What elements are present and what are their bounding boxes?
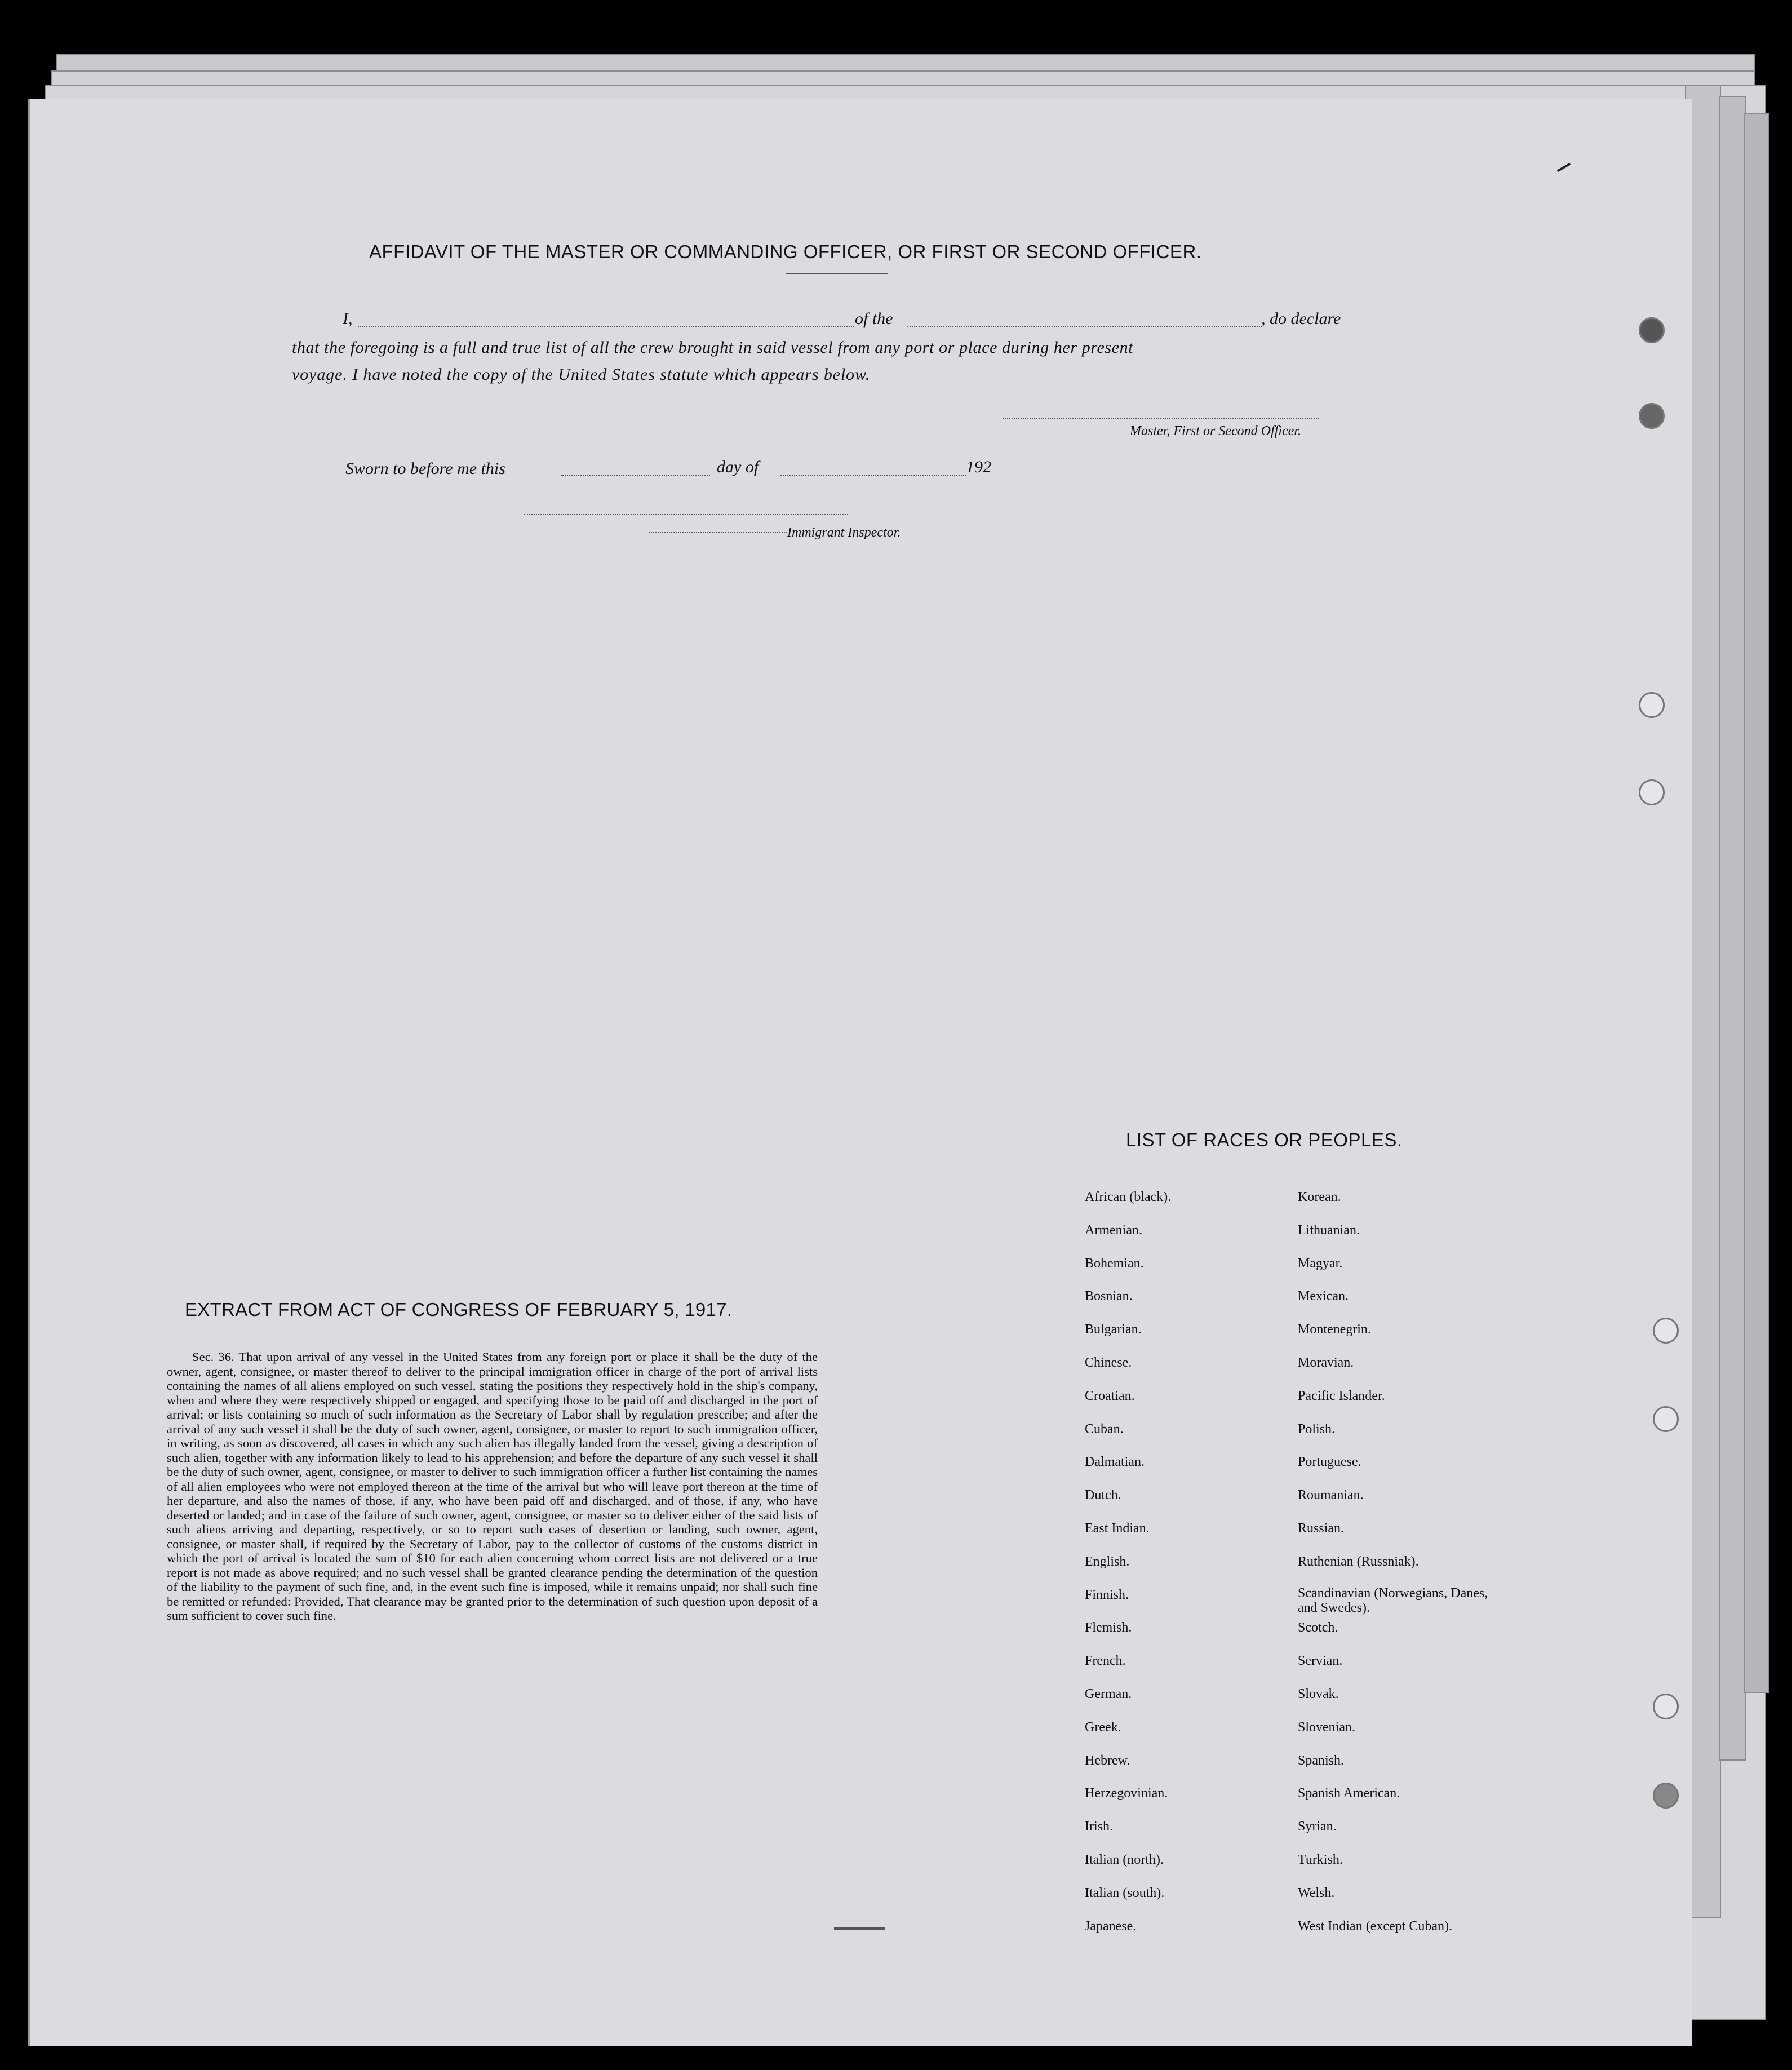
race-item: Moravian. bbox=[1298, 1355, 1354, 1370]
race-item: Turkish. bbox=[1298, 1852, 1343, 1867]
scan-mark bbox=[834, 1927, 885, 1930]
punch-hole-icon bbox=[1653, 1694, 1679, 1719]
year-label: 192 bbox=[966, 458, 991, 476]
affidavit-of-the: of the bbox=[855, 309, 893, 328]
punch-hole-icon bbox=[1653, 1783, 1679, 1809]
race-item: West Indian (except Cuban). bbox=[1298, 1918, 1452, 1934]
day-of-label: day of bbox=[717, 458, 759, 476]
race-item: Croatian. bbox=[1085, 1388, 1135, 1403]
race-item: Russian. bbox=[1298, 1521, 1345, 1536]
race-item: Dalmatian. bbox=[1085, 1455, 1145, 1470]
race-item: Polish. bbox=[1298, 1421, 1336, 1437]
punch-hole-icon bbox=[1653, 1318, 1679, 1344]
inspector-label-text: Immigrant Inspector. bbox=[787, 525, 901, 540]
race-item: Pacific Islander. bbox=[1298, 1388, 1385, 1403]
race-item: Dutch. bbox=[1085, 1488, 1121, 1503]
race-item: African (black). bbox=[1085, 1190, 1172, 1204]
races-left-column bbox=[1085, 1188, 1171, 1950]
affidavit-line-3: voyage. I have noted the copy of the United States statute which appears below. bbox=[292, 365, 871, 384]
race-item: Irish. bbox=[1085, 1819, 1113, 1834]
race-item: Armenian. bbox=[1085, 1222, 1142, 1238]
race-item: Hebrew. bbox=[1085, 1753, 1130, 1768]
race-item: Syrian. bbox=[1298, 1819, 1337, 1834]
race-item: Bohemian. bbox=[1085, 1256, 1144, 1271]
punch-hole-icon bbox=[1639, 692, 1665, 718]
affidavit-title: AFFIDAVIT OF THE MASTER OR COMMANDING OFFICER, OR FIRST OR SECOND OFFICER. bbox=[369, 241, 1202, 262]
race-item: Lithuanian. bbox=[1298, 1222, 1360, 1238]
name-field[interactable] bbox=[358, 326, 854, 327]
race-item: Slovenian. bbox=[1298, 1719, 1355, 1735]
race-item: German. bbox=[1085, 1686, 1132, 1701]
punch-hole-icon bbox=[1639, 779, 1665, 805]
race-item: Spanish American. bbox=[1298, 1786, 1400, 1801]
sworn-month-field[interactable] bbox=[780, 475, 966, 476]
page-edge-right bbox=[1744, 113, 1769, 1693]
race-item: Spanish. bbox=[1298, 1753, 1345, 1768]
race-item: Italian (south). bbox=[1085, 1885, 1165, 1900]
bleed-through bbox=[199, 183, 205, 225]
race-item: French. bbox=[1085, 1654, 1126, 1669]
race-item: Mexican. bbox=[1298, 1289, 1349, 1304]
race-item: Portuguese. bbox=[1298, 1455, 1361, 1470]
races-right-column bbox=[1298, 1188, 1501, 1950]
inspector-signature-field[interactable] bbox=[524, 514, 848, 515]
punch-hole-icon bbox=[1639, 403, 1665, 429]
sworn-day-field[interactable] bbox=[561, 475, 710, 476]
page-edge-right bbox=[1719, 96, 1746, 1761]
race-item: Welsh. bbox=[1298, 1885, 1335, 1900]
race-item: Magyar. bbox=[1298, 1256, 1343, 1271]
punch-hole-icon bbox=[1639, 317, 1665, 343]
race-item: Montenegrin. bbox=[1298, 1322, 1371, 1337]
extract-body: Sec. 36. That upon arrival of any vessel in the United States from any foreign port or place it shall be the duty of the owner, agent, consignee, or master thereof to deliver to the principal immigration officer in charge of the port of arrival lists containing the names of all aliens employed on such vessel, stating the positions they respectively hold in the ship's company, when and where they were respectively shipped or engaged, and specifying those to be paid off and discharged in the port of arrival; or lists containing so much of such information as the Secretary of Labor shall by regulation prescribe; and after the arrival of any such vessel it shall be the duty of such owner, agent, consignee, or master to report to such immigration officer, in writing, as soon as discovered, all cases in which any such alien has illegally landed from the vessel, giving a description of such alien, together with any information likely to lead to his apprehension; and before the departure of any such vessel it shall be the duty of such owner, agent, consignee, or master to deliver to such immigration officer a further list containing the names of all alien employees who were not employed thereon at the time of the arrival but who will leave port thereon at the time of her departure, and also the names of those, if any, who have been paid off and discharged, and of those, if any, who have deserted or landed; and in case of the failure of such owner, agent, consignee, or master so to deliver either of the said lists of such aliens arriving and departing, respectively, or so to report such cases of desertion or landing, such owner, agent, consignee, or master shall, if required by the Secretary of Labor, pay to the collector of customs of the customs district in which the port of arrival is located the sum of $10 for each alien concerning whom correct lists are not delivered or a true report is not made as above required; and no such vessel shall be granted clearance pending the determination of the question of the liability to the payment of such fine, and, in the event such fine is imposed, while it remains unpaid; nor shall such fine be remitted or refunded: Provided, That clearance may be granted prior to the determination of such question upon deposit of a sum sufficient to cover such fine. bbox=[167, 1350, 818, 1623]
race-item: Korean. bbox=[1298, 1190, 1341, 1204]
affidavit-line-2: that the foregoing is a full and true list of all the crew brought in said vessel from any port or place during her present bbox=[292, 338, 1134, 357]
race-item: Ruthenian (Russniak). bbox=[1298, 1554, 1419, 1569]
race-item: Scotch. bbox=[1298, 1620, 1338, 1635]
race-item: Italian (north). bbox=[1085, 1852, 1164, 1867]
race-item: Chinese. bbox=[1085, 1355, 1132, 1370]
extract-title: EXTRACT FROM ACT OF CONGRESS OF FEBRUARY 5, 1917. bbox=[185, 1299, 733, 1320]
race-item: Servian. bbox=[1298, 1654, 1343, 1669]
race-item: East Indian. bbox=[1085, 1521, 1150, 1536]
title-underline bbox=[786, 273, 888, 274]
inspector-label bbox=[649, 525, 901, 540]
vessel-field[interactable] bbox=[907, 326, 1262, 327]
race-item: Japanese. bbox=[1085, 1918, 1137, 1934]
affidavit-i: I, bbox=[343, 309, 353, 328]
races-title: LIST OF RACES OR PEOPLES. bbox=[1126, 1129, 1403, 1150]
punch-hole-icon bbox=[1653, 1406, 1679, 1432]
race-item: Finnish. bbox=[1085, 1587, 1129, 1602]
race-item: Slovak. bbox=[1298, 1686, 1339, 1701]
master-signature-label: Master, First or Second Officer. bbox=[1130, 424, 1301, 438]
affidavit-declare: , do declare bbox=[1261, 309, 1341, 328]
race-item: Scandinavian (Norwegians, Danes, and Swedes). bbox=[1298, 1585, 1488, 1615]
race-item: Bosnian. bbox=[1085, 1289, 1133, 1304]
race-item: English. bbox=[1085, 1554, 1130, 1569]
race-item: Flemish. bbox=[1085, 1620, 1132, 1635]
sworn-label: Sworn to before me this bbox=[345, 459, 505, 478]
race-item: Bulgarian. bbox=[1085, 1322, 1142, 1337]
master-signature-field[interactable] bbox=[1003, 418, 1319, 419]
race-item: Cuban. bbox=[1085, 1421, 1124, 1437]
race-item: Greek. bbox=[1085, 1719, 1121, 1735]
race-item: Herzegovinian. bbox=[1085, 1786, 1168, 1801]
race-item: Roumanian. bbox=[1298, 1488, 1364, 1503]
